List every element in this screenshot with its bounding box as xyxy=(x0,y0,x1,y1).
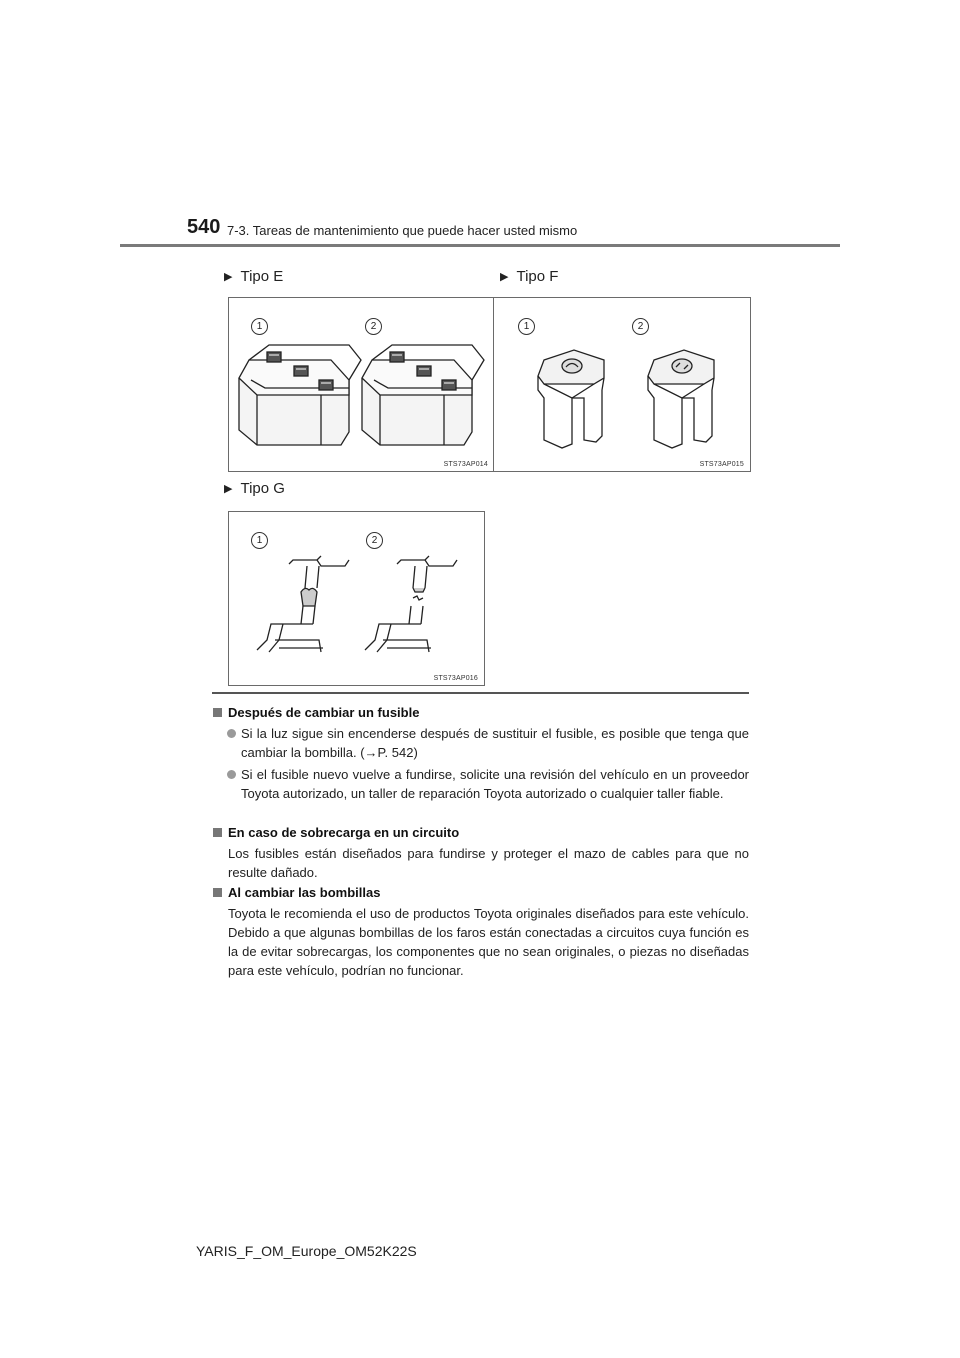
paragraph: Toyota le recomienda el uso de productos Toyota originales diseñados para este vehículo. Debido a que algunas bombillas de los faros están conectadas a circuitos cuya función es la de evitar sobrecargas, los componentes que no sean originales, o piezas no diseñadas para este vehículo, podrían no funcionar. xyxy=(228,906,749,978)
circle-bullet-icon xyxy=(227,770,236,779)
callout-number-1: 1 xyxy=(251,318,268,335)
callout-number-1: 1 xyxy=(251,532,268,549)
section-divider xyxy=(212,692,749,694)
figure-tipo-g xyxy=(228,511,485,686)
figure-code: STS73AP014 xyxy=(443,461,488,468)
figure-label-text: Tipo F xyxy=(516,268,559,285)
bullet-text: Si la luz sigue sin encenderse después de sustituir el fusible, es posible que tenga que cambiar la bombilla. (→P. 542) xyxy=(241,726,749,760)
fuse-g-1 xyxy=(257,556,349,652)
callout-number-2: 2 xyxy=(366,532,383,549)
section-heading-text: En caso de sobrecarga en un circuito xyxy=(228,825,460,840)
figure-tipo-f xyxy=(493,297,751,472)
fuse-g-2 xyxy=(365,556,457,652)
square-bullet-icon xyxy=(213,828,222,837)
section-heading-text: Después de cambiar un fusible xyxy=(228,705,420,720)
bullet-item xyxy=(227,724,749,762)
figure-code: STS73AP015 xyxy=(699,461,744,468)
triangle-bullet-icon: ▶ xyxy=(500,271,509,283)
figure-label-tipo-e xyxy=(224,268,283,285)
callout-number-1: 1 xyxy=(518,318,535,335)
section-heading-text: Al cambiar las bombillas xyxy=(228,885,381,900)
fuse-f-1 xyxy=(538,350,604,448)
square-bullet-icon xyxy=(213,708,222,717)
section-heading-overload xyxy=(213,825,459,840)
fuse-e-2 xyxy=(362,345,484,445)
figure-label-tipo-f xyxy=(500,268,558,285)
square-bullet-icon xyxy=(213,888,222,897)
section-heading-after-fuse xyxy=(213,705,419,720)
triangle-bullet-icon: ▶ xyxy=(224,271,233,283)
fuse-f-2 xyxy=(648,350,714,448)
figure-label-text: Tipo G xyxy=(240,480,285,497)
figure-tipo-e xyxy=(228,297,495,472)
paragraph: Los fusibles están diseñados para fundirse y proteger el mazo de cables para que no resulte dañado. xyxy=(228,846,749,880)
callout-number-2: 2 xyxy=(365,318,382,335)
footer-doc-id: YARIS_F_OM_Europe_OM52K22S xyxy=(196,1243,417,1259)
bullet-text: Si el fusible nuevo vuelve a fundirse, solicite una revisión del vehículo en un proveedor Toyota autorizado, un taller de reparación Toyota autorizado o cualquier taller fiable. xyxy=(241,767,749,801)
fuse-e-1 xyxy=(239,345,361,445)
fuse-type-e-illustration xyxy=(229,298,494,471)
section-header-title: 7-3. Tareas de mantenimiento que puede hacer usted mismo xyxy=(227,223,578,238)
figure-code: STS73AP016 xyxy=(433,675,478,682)
triangle-bullet-icon: ▶ xyxy=(224,483,233,495)
callout-number-2: 2 xyxy=(632,318,649,335)
section-heading-bulbs xyxy=(213,885,380,900)
page-number: 540 xyxy=(187,216,221,238)
figure-label-text: Tipo E xyxy=(240,268,284,285)
bullet-item xyxy=(227,765,749,803)
header-rule xyxy=(120,244,840,247)
circle-bullet-icon xyxy=(227,729,236,738)
figure-label-tipo-g xyxy=(224,480,285,497)
